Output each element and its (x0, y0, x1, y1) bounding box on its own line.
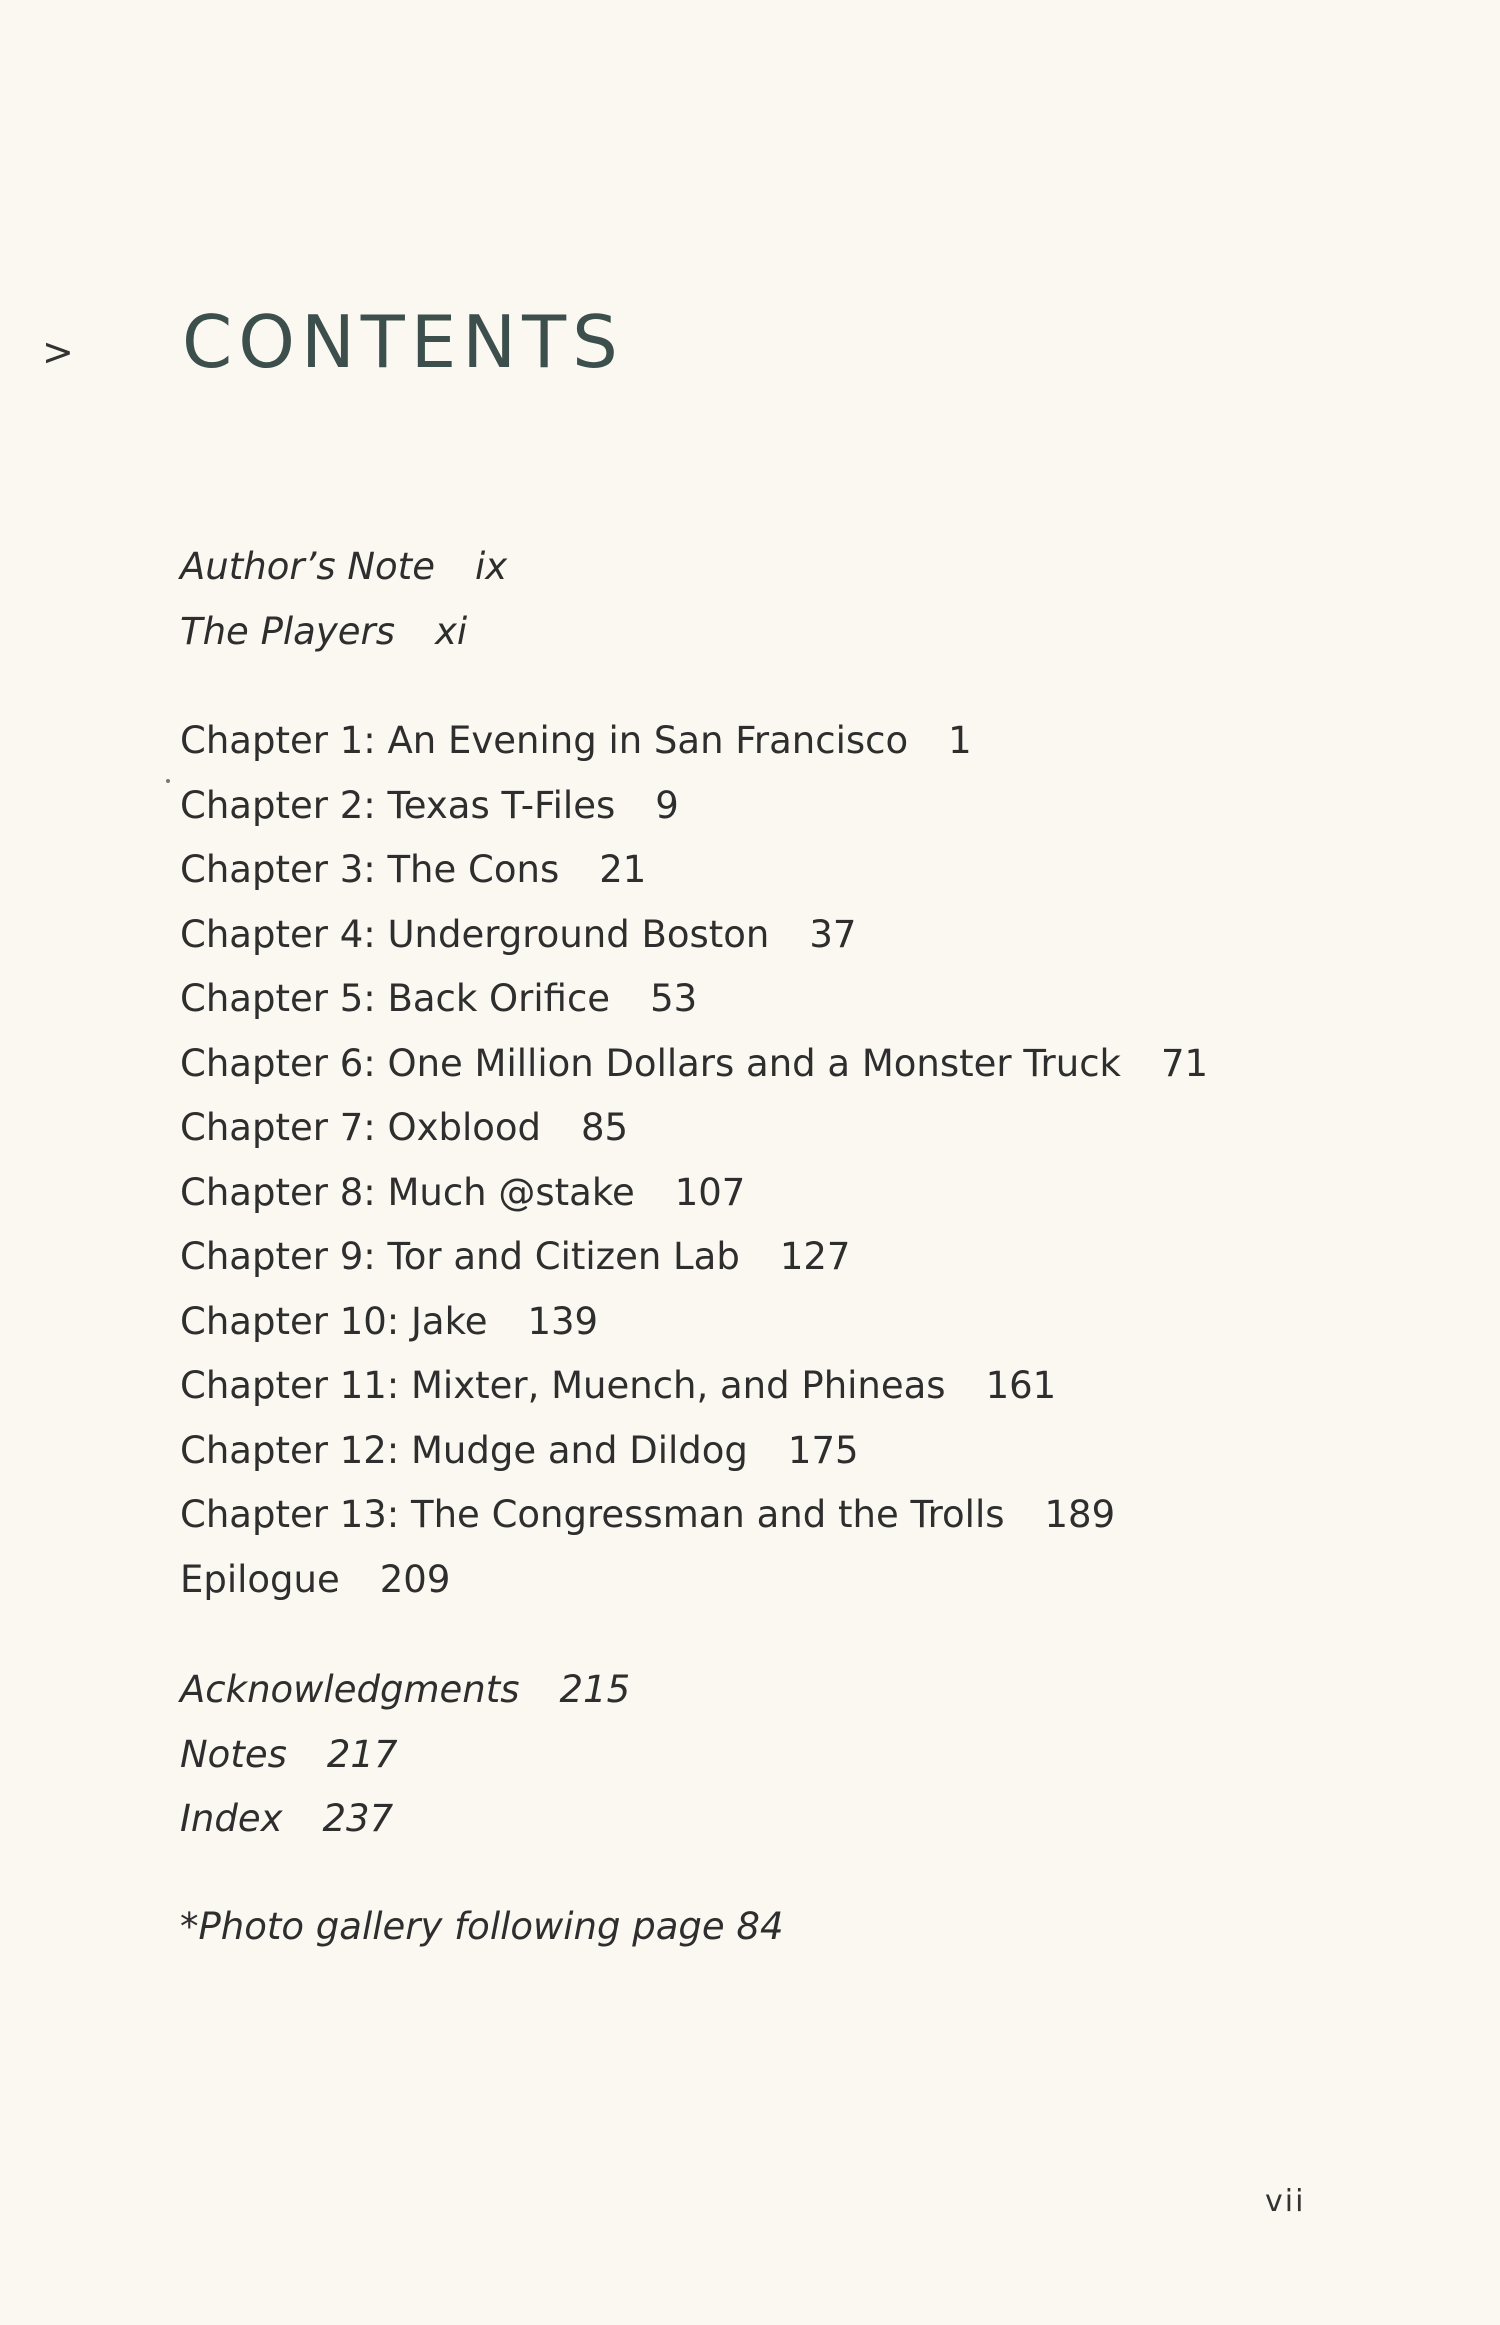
entry-page-number: 85 (581, 1106, 629, 1149)
entry-page-number: 215 (559, 1668, 631, 1711)
entry-page-number: 37 (809, 912, 857, 956)
entry-page-number: 1 (948, 719, 972, 762)
entry-title: Chapter 12: Mudge and Dildog (180, 1428, 748, 1472)
page-title: CONTENTS (182, 300, 624, 384)
entry-page-number: ix (474, 545, 508, 588)
entry-page-number: 71 (1161, 1041, 1209, 1085)
toc-entry (180, 535, 507, 600)
entry-title: Chapter 13: The Congressman and the Trolls (180, 1493, 1005, 1536)
toc-entry (180, 1548, 1208, 1613)
toc-entry (180, 774, 1208, 839)
toc-entry (180, 1787, 630, 1852)
entry-page-number: 127 (779, 1235, 851, 1278)
toc-entry (180, 967, 1208, 1032)
toc-entry (180, 1723, 630, 1788)
toc-entry (180, 1161, 1208, 1226)
heading-marker: > (42, 330, 74, 374)
entry-page-number: 139 (527, 1299, 599, 1343)
toc-entry (180, 1658, 630, 1723)
entry-title: Notes (180, 1732, 287, 1776)
chapter-list (180, 709, 1208, 1612)
toc-entry (180, 838, 1208, 903)
entry-title: Chapter 10: Jake (180, 1299, 488, 1343)
entry-page-number: 107 (674, 1170, 746, 1214)
entry-title: Chapter 2: Texas T-Files (180, 783, 616, 827)
toc-entry (180, 1032, 1208, 1097)
toc-entry (180, 1096, 1208, 1161)
back-matter-list (180, 1658, 630, 1852)
page-number: vii (1265, 2184, 1306, 2219)
entry-title: Acknowledgments (180, 1668, 520, 1711)
toc-entry (180, 1354, 1208, 1419)
toc-entry (180, 1290, 1208, 1355)
entry-title: Author’s Note (180, 545, 435, 588)
entry-title: Chapter 3: The Cons (180, 848, 560, 891)
print-speck (166, 779, 170, 783)
entry-title: Index (180, 1797, 283, 1840)
toc-entry (180, 1225, 1208, 1290)
front-matter-list (180, 535, 507, 664)
entry-title: Chapter 8: Much @stake (180, 1170, 635, 1214)
toc-entry (180, 709, 1208, 774)
entry-title: Chapter 11: Mixter, Muench, and Phineas (180, 1364, 946, 1407)
entry-title: Chapter 5: Back Orifice (180, 977, 611, 1020)
entry-title: Epilogue (180, 1557, 340, 1601)
entry-page-number: 53 (650, 977, 698, 1020)
toc-entry (180, 600, 507, 665)
entry-page-number: 209 (379, 1557, 451, 1601)
photo-gallery-note: *Photo gallery following page 84 (180, 1905, 784, 1948)
entry-page-number: 21 (599, 848, 647, 891)
entry-title: The Players (180, 609, 395, 653)
entry-title: Chapter 6: One Million Dollars and a Monster Truck (180, 1041, 1121, 1085)
entry-page-number: xi (435, 609, 468, 653)
toc-entry (180, 1419, 1208, 1484)
entry-page-number: 217 (326, 1732, 398, 1776)
entry-page-number: 175 (787, 1428, 859, 1472)
entry-page-number: 9 (655, 783, 679, 827)
toc-entry (180, 903, 1208, 968)
toc-entry (180, 1483, 1208, 1548)
entry-title: Chapter 9: Tor and Citizen Lab (180, 1235, 740, 1278)
entry-title: Chapter 1: An Evening in San Francisco (180, 719, 909, 762)
entry-page-number: 161 (985, 1364, 1057, 1407)
entry-title: Chapter 4: Underground Boston (180, 912, 770, 956)
entry-page-number: 237 (322, 1797, 394, 1840)
entry-page-number: 189 (1044, 1493, 1116, 1536)
entry-title: Chapter 7: Oxblood (180, 1106, 542, 1149)
